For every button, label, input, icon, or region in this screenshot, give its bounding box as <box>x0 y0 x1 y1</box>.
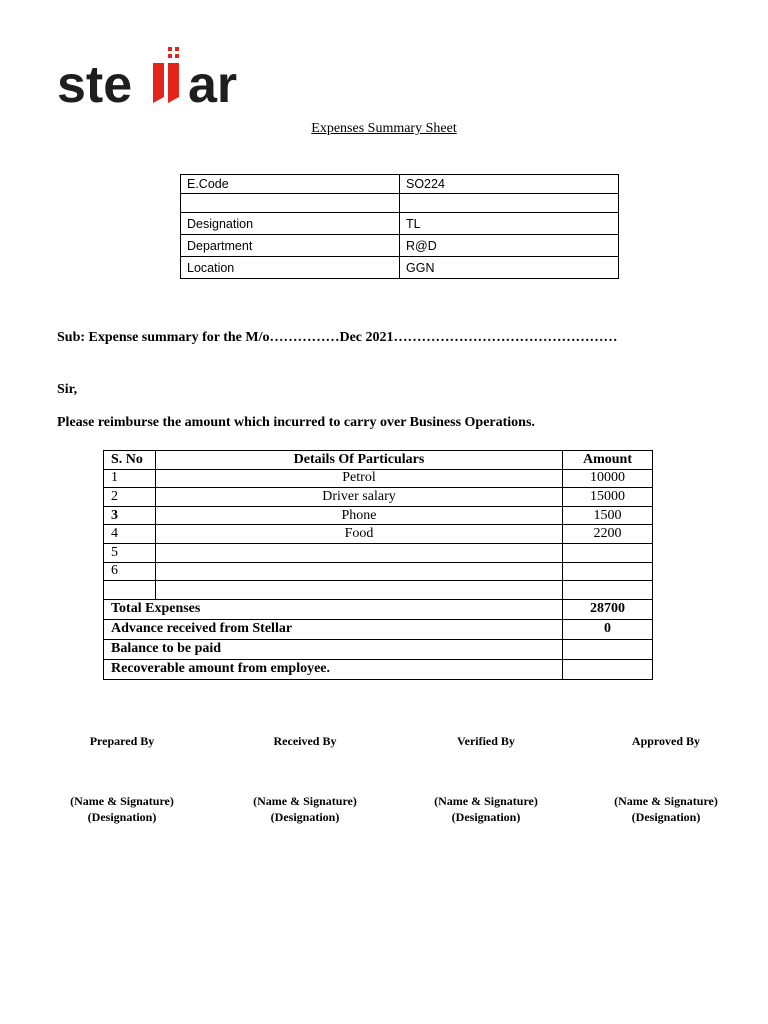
info-row <box>181 175 619 194</box>
table-row <box>104 543 653 562</box>
row-amount: 10000 <box>563 469 653 488</box>
signature-block <box>215 793 395 825</box>
salutation: Sir, <box>57 382 78 397</box>
signature-designation-line: (Designation) <box>451 810 521 824</box>
info-label <box>181 194 400 213</box>
table-row <box>104 562 653 581</box>
table-row <box>104 581 653 600</box>
page-title: Expenses Summary Sheet <box>311 121 457 136</box>
row-details: Petrol <box>156 469 563 488</box>
svg-text:ar: ar <box>188 56 238 109</box>
row-sno: 1 <box>104 469 156 488</box>
stellar-logo <box>57 47 242 109</box>
signature-title: Prepared By <box>89 734 155 748</box>
summary-label: Balance to be paid <box>104 639 563 659</box>
summary-row <box>104 639 653 659</box>
info-row <box>181 213 619 235</box>
row-sno <box>104 581 156 600</box>
header-details: Details Of Particulars <box>156 451 563 470</box>
signature-title: Received By <box>273 734 337 748</box>
row-sno: 4 <box>104 525 156 544</box>
table-header-row <box>104 451 653 470</box>
row-amount: 15000 <box>563 488 653 507</box>
signature-title: Approved By <box>631 734 701 748</box>
info-value <box>400 194 619 213</box>
row-amount: 2200 <box>563 525 653 544</box>
info-value: SO224 <box>400 175 619 194</box>
row-details <box>156 562 563 581</box>
info-label: E.Code <box>181 175 400 194</box>
subject-line: Sub: Expense summary for the M/o……………Dec 2021………………………………………… <box>57 330 618 345</box>
header-amount: Amount <box>563 451 653 470</box>
request-text: Please reimburse the amount which incurred to carry over Business Operations. <box>57 415 535 430</box>
employee-info-table <box>180 174 619 279</box>
summary-row <box>104 659 653 679</box>
signature-name-line: (Name & Signature) <box>614 794 718 808</box>
info-row <box>181 194 619 213</box>
signature-name-line: (Name & Signature) <box>70 794 174 808</box>
table-row <box>104 488 653 507</box>
row-details: Driver salary <box>156 488 563 507</box>
header-sno: S. No <box>104 451 156 470</box>
signature-block <box>32 793 212 825</box>
info-label: Department <box>181 235 400 257</box>
info-row <box>181 235 619 257</box>
row-details <box>156 581 563 600</box>
info-value: R@D <box>400 235 619 257</box>
row-sno: 3 <box>104 506 156 525</box>
table-row <box>104 506 653 525</box>
row-amount: 1500 <box>563 506 653 525</box>
summary-label: Advance received from Stellar <box>104 619 563 639</box>
signature-designation-line: (Designation) <box>631 810 701 824</box>
summary-value: 28700 <box>563 599 653 619</box>
summary-row <box>104 619 653 639</box>
signature-block <box>396 793 576 825</box>
summary-label: Recoverable amount from employee. <box>104 659 563 679</box>
row-amount <box>563 543 653 562</box>
info-value: GGN <box>400 257 619 279</box>
row-details: Food <box>156 525 563 544</box>
table-row <box>104 469 653 488</box>
summary-value <box>563 659 653 679</box>
info-label: Designation <box>181 213 400 235</box>
expense-table <box>103 450 653 680</box>
summary-row <box>104 599 653 619</box>
summary-label: Total Expenses <box>104 599 563 619</box>
table-row <box>104 525 653 544</box>
row-details <box>156 543 563 562</box>
signature-title: Verified By <box>457 734 515 748</box>
signature-designation-line: (Designation) <box>270 810 340 824</box>
signature-name-line: (Name & Signature) <box>434 794 538 808</box>
row-sno: 6 <box>104 562 156 581</box>
signature-name-line: (Name & Signature) <box>253 794 357 808</box>
info-row <box>181 257 619 279</box>
info-label: Location <box>181 257 400 279</box>
signature-designation-line: (Designation) <box>87 810 157 824</box>
summary-value: 0 <box>563 619 653 639</box>
row-sno: 5 <box>104 543 156 562</box>
row-sno: 2 <box>104 488 156 507</box>
info-value: TL <box>400 213 619 235</box>
signature-block <box>576 793 756 825</box>
svg-text:ste: ste <box>57 56 133 109</box>
row-amount <box>563 562 653 581</box>
row-amount <box>563 581 653 600</box>
summary-value <box>563 639 653 659</box>
row-details: Phone <box>156 506 563 525</box>
